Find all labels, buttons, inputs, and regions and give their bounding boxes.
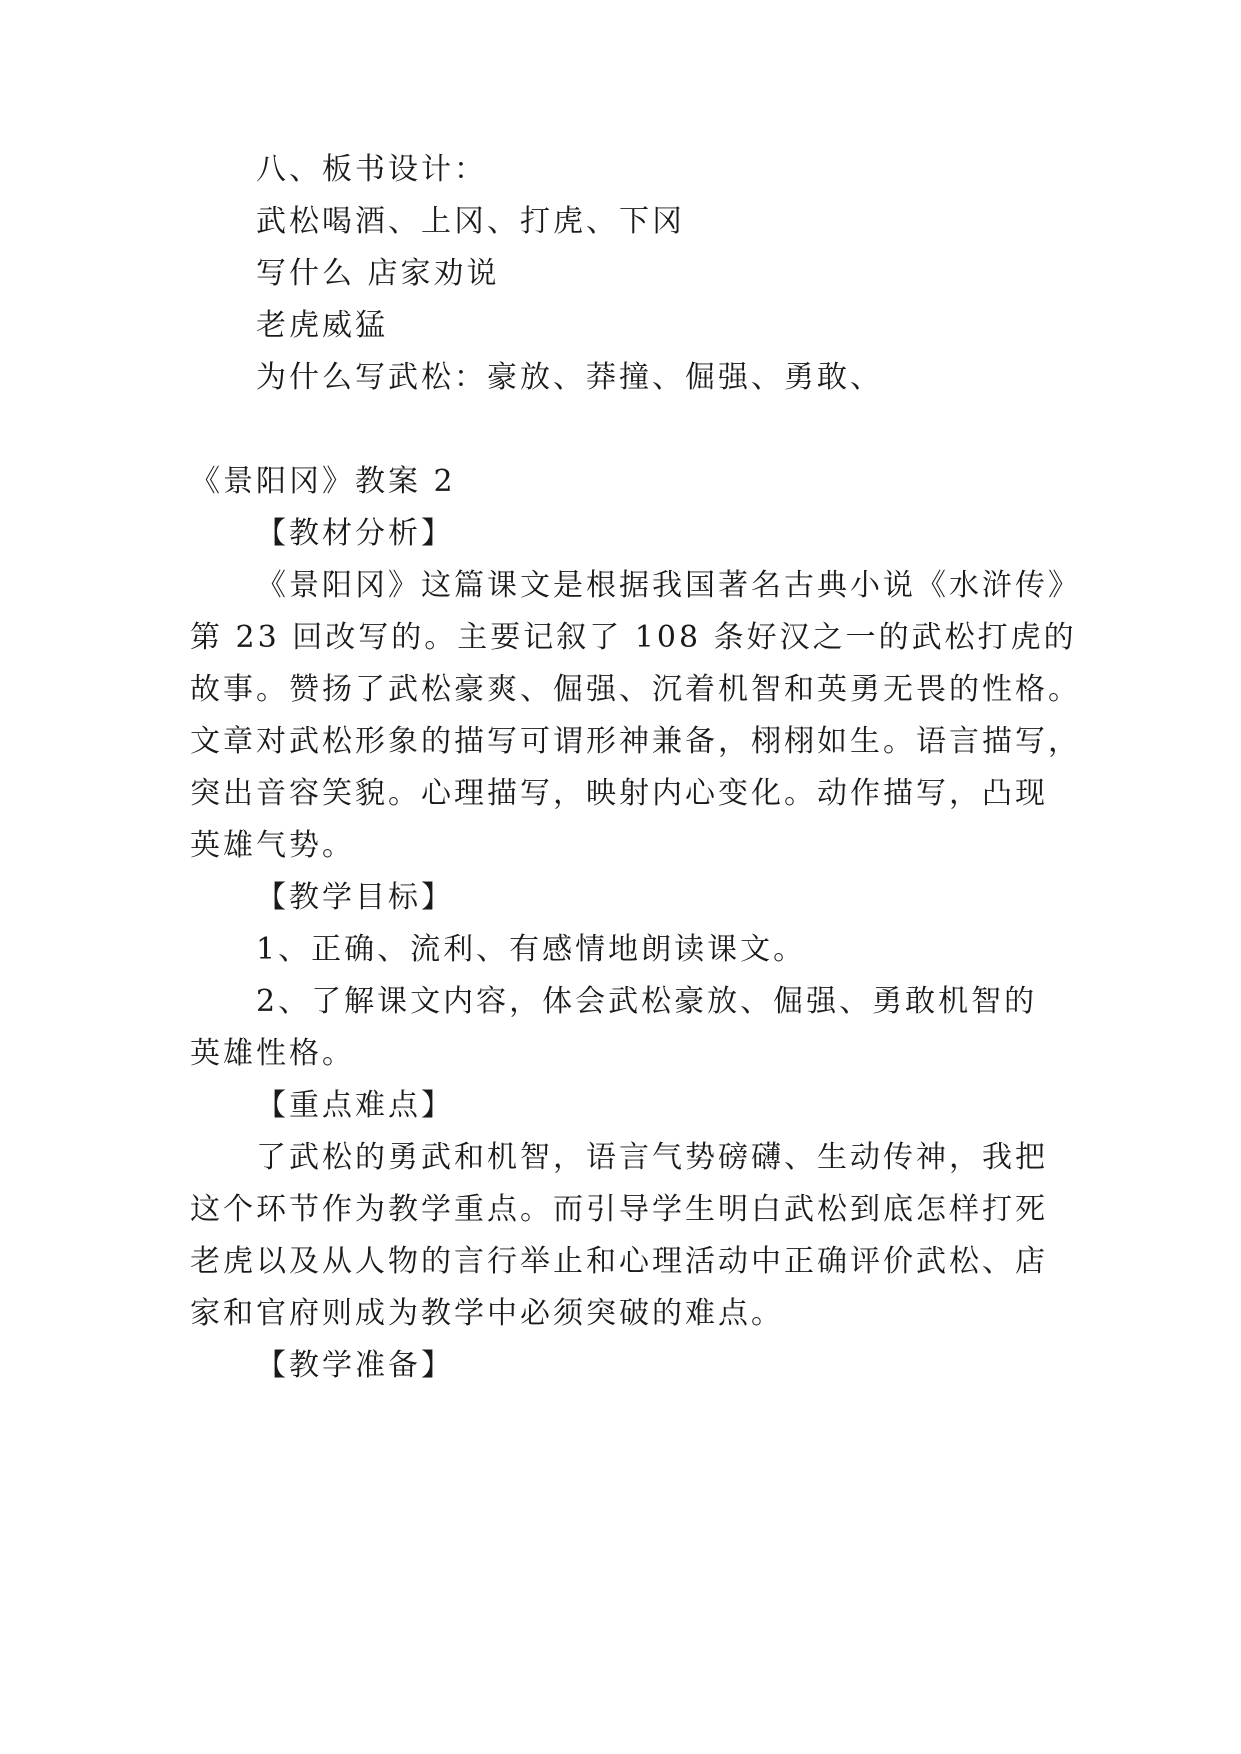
paragraph-line: 《景阳冈》这篇课文是根据我国著名古典小说《水浒传》 [256,568,1081,603]
objective-item-2-cont: 英雄性格。 [190,1036,355,1071]
objective-item-1: 1、正确、流利、有感情地朗读课文。 [256,932,807,967]
paragraph-line: 文章对武松形象的描写可谓形神兼备，栩栩如生。语言描写， [190,724,1081,759]
objective-item-2: 2、了解课文内容，体会武松豪放、倔强、勇敢机智的 [256,984,1038,1019]
paragraph-line: 了武松的勇武和机智，语言气势磅礴、生动传神，我把 [256,1140,1048,1175]
section-heading: 八、板书设计： [256,152,487,187]
paragraph-line: 家和官府则成为教学中必须突破的难点。 [190,1296,784,1331]
objectives-heading: 【教学目标】 [256,880,454,915]
paragraph-line: 这个环节作为教学重点。而引导学生明白武松到底怎样打死 [190,1192,1048,1227]
paragraph-line: 故事。赞扬了武松豪爽、倔强、沉着机智和英勇无畏的性格。 [190,672,1081,707]
paragraph-line: 英雄气势。 [190,828,355,863]
board-line-4: 为什么写武松：豪放、莽撞、倔强、勇敢、 [256,360,883,395]
material-analysis-heading: 【教材分析】 [256,516,454,551]
preparation-heading: 【教学准备】 [256,1348,454,1383]
lesson-title: 《景阳冈》教案 2 [190,464,456,499]
key-points-heading: 【重点难点】 [256,1088,454,1123]
board-line-3: 老虎威猛 [256,308,388,343]
board-line-1: 武松喝酒、上冈、打虎、下冈 [256,204,685,239]
paragraph-line: 突出音容笑貌。心理描写，映射内心变化。动作描写，凸现 [190,776,1048,811]
paragraph-line: 老虎以及从人物的言行举止和心理活动中正确评价武松、店 [190,1244,1048,1279]
board-line-2: 写什么 店家劝说 [256,256,500,291]
paragraph-line: 第 23 回改写的。主要记叙了 108 条好汉之一的武松打虎的 [190,620,1077,655]
